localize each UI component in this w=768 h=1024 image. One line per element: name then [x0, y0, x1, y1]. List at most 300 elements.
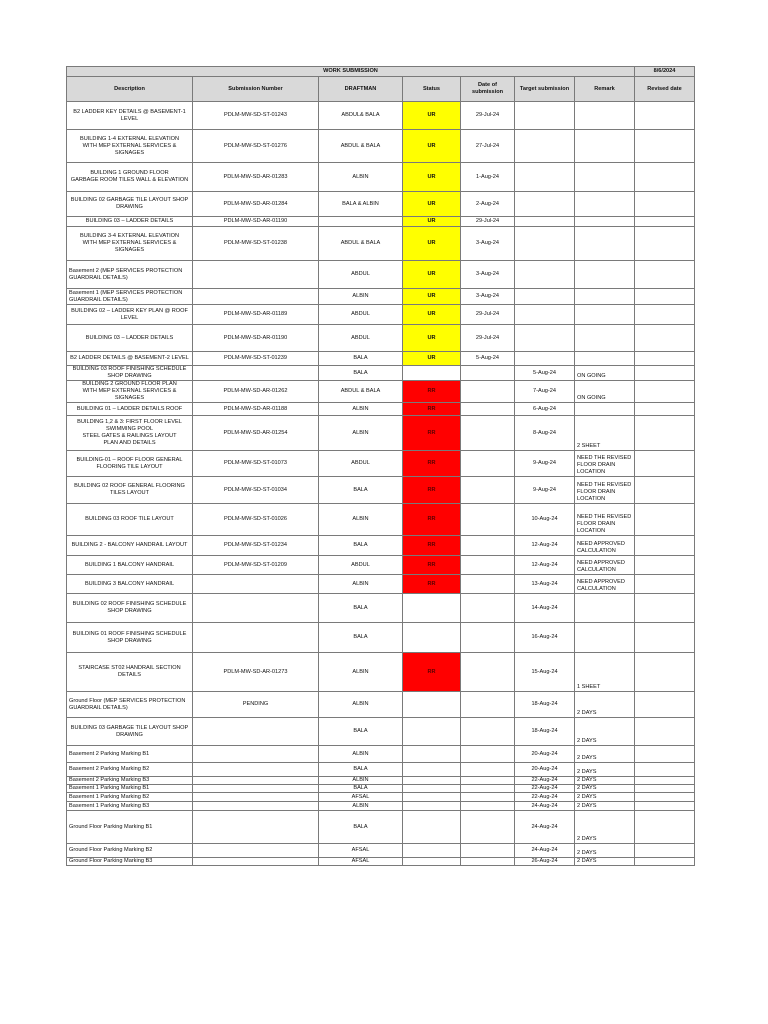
cell-remark [575, 305, 635, 325]
cell-description: Ground Floor Parking Marking B2 [67, 844, 193, 858]
cell-status [403, 777, 461, 785]
cell-status: UR [403, 305, 461, 325]
cell-revised-date [635, 416, 695, 451]
cell-target-submission [515, 217, 575, 227]
cell-status: UR [403, 325, 461, 352]
table-row [67, 811, 695, 844]
cell-status [403, 844, 461, 858]
table-row [67, 477, 695, 504]
cell-remark: 2 DAYS [575, 763, 635, 777]
table-row [67, 536, 695, 556]
cell-remark: 2 DAYS [575, 802, 635, 811]
cell-description: BUILDING 1-4 EXTERNAL ELEVATION WITH MEP EXTERNAL SERVICES & SIGNAGES [67, 130, 193, 163]
cell-status: RR [403, 653, 461, 692]
cell-revised-date [635, 802, 695, 811]
cell-revised-date [635, 536, 695, 556]
cell-description: BUILDING 1,2 & 3: FIRST FLOOR LEVEL SWIMMING POOL STEEL GATES & RAILINGS LAYOUT PLAN AND DETAILS [67, 416, 193, 451]
cell-remark [575, 352, 635, 366]
cell-submission-number [193, 289, 319, 305]
cell-date-of-submission [461, 366, 515, 381]
cell-date-of-submission [461, 504, 515, 536]
cell-description: BUILDING 02 GARBAGE TILE LAYOUT SHOP DRAWING [67, 192, 193, 217]
cell-target-submission [515, 261, 575, 289]
cell-draftman: ALBIN [319, 746, 403, 763]
cell-draftman: ABDUL [319, 261, 403, 289]
table-row [67, 623, 695, 653]
cell-description: Basement 2 Parking Marking B2 [67, 763, 193, 777]
cell-target-submission [515, 325, 575, 352]
header-draftman: DRAFTMAN [319, 77, 403, 102]
cell-date-of-submission [461, 858, 515, 866]
header-row [67, 77, 695, 102]
cell-remark [575, 217, 635, 227]
cell-draftman: ALBIN [319, 575, 403, 594]
cell-target-submission: 24-Aug-24 [515, 844, 575, 858]
cell-revised-date [635, 785, 695, 793]
cell-draftman: ABDUL [319, 451, 403, 477]
cell-remark [575, 594, 635, 623]
cell-description: B2 LADDER DETAILS @ BASEMENT-2 LEVEL [67, 352, 193, 366]
cell-description: BUILDING 1 BALCONY HANDRAIL [67, 556, 193, 575]
header-remark: Remark [575, 77, 635, 102]
cell-status [403, 785, 461, 793]
cell-description: BUILDING 2 - BALCONY HANDRAIL LAYOUT [67, 536, 193, 556]
cell-description: Basement 2 Parking Marking B3 [67, 777, 193, 785]
cell-date-of-submission [461, 451, 515, 477]
cell-draftman: ABDUL [319, 556, 403, 575]
sheet-date: 8/6/2024 [635, 67, 695, 77]
cell-draftman: BALA [319, 785, 403, 793]
cell-target-submission: 7-Aug-24 [515, 381, 575, 403]
cell-remark: 2 DAYS [575, 692, 635, 718]
cell-draftman: ALBIN [319, 163, 403, 192]
cell-target-submission: 14-Aug-24 [515, 594, 575, 623]
cell-date-of-submission [461, 802, 515, 811]
cell-draftman: BALA [319, 477, 403, 504]
table-row [67, 451, 695, 477]
cell-status [403, 811, 461, 844]
cell-description: Basement 2 Parking Marking B1 [67, 746, 193, 763]
cell-draftman: ABDUL [319, 325, 403, 352]
cell-submission-number: PDLM-MW-SD-ST-01276 [193, 130, 319, 163]
table-row [67, 192, 695, 217]
table-row [67, 366, 695, 381]
cell-target-submission [515, 289, 575, 305]
cell-description: BUILDING 02 ROOF GENERAL FLOORING TILES LAYOUT [67, 477, 193, 504]
header-target-submission: Target submission [515, 77, 575, 102]
cell-status [403, 793, 461, 802]
cell-description: Basement 2 (MEP SERVICES PROTECTION GUARDRAIL DETAILS) [67, 261, 193, 289]
cell-revised-date [635, 575, 695, 594]
cell-revised-date [635, 504, 695, 536]
table-row [67, 653, 695, 692]
cell-target-submission: 9-Aug-24 [515, 451, 575, 477]
cell-date-of-submission [461, 556, 515, 575]
cell-target-submission: 12-Aug-24 [515, 556, 575, 575]
cell-draftman: ABDUL & BALA [319, 130, 403, 163]
cell-date-of-submission [461, 381, 515, 403]
cell-submission-number: PDLM-MW-SD-ST-01209 [193, 556, 319, 575]
cell-target-submission [515, 352, 575, 366]
table-row [67, 746, 695, 763]
table-row [67, 718, 695, 746]
cell-date-of-submission: 29-Jul-24 [461, 305, 515, 325]
cell-remark [575, 261, 635, 289]
header-description: Description [67, 77, 193, 102]
cell-revised-date [635, 366, 695, 381]
cell-date-of-submission [461, 793, 515, 802]
table-row [67, 381, 695, 403]
cell-target-submission: 6-Aug-24 [515, 403, 575, 416]
cell-remark [575, 227, 635, 261]
table-row [67, 102, 695, 130]
cell-description: Basement 1 Parking Marking B2 [67, 793, 193, 802]
cell-submission-number: PDLM-MW-SD-AR-01254 [193, 416, 319, 451]
cell-target-submission: 20-Aug-24 [515, 746, 575, 763]
cell-submission-number [193, 594, 319, 623]
cell-status: RR [403, 575, 461, 594]
cell-date-of-submission [461, 844, 515, 858]
cell-submission-number [193, 811, 319, 844]
cell-remark [575, 102, 635, 130]
cell-status: RR [403, 416, 461, 451]
cell-draftman: ALBIN [319, 403, 403, 416]
cell-description: Basement 1 Parking Marking B1 [67, 785, 193, 793]
cell-draftman: BALA [319, 763, 403, 777]
cell-target-submission: 18-Aug-24 [515, 692, 575, 718]
cell-description: BUILDING 02 – LADDER KEY PLAN @ ROOF LEVEL [67, 305, 193, 325]
cell-remark [575, 163, 635, 192]
cell-status: RR [403, 403, 461, 416]
cell-remark [575, 130, 635, 163]
cell-date-of-submission [461, 653, 515, 692]
cell-description: Ground Floor (MEP SERVICES PROTECTION GUARDRAIL DETAILS) [67, 692, 193, 718]
cell-target-submission [515, 102, 575, 130]
header-date-of-submission: Date of submission [461, 77, 515, 102]
cell-remark: NEED THE REVISED FLOOR DRAIN LOCATION [575, 504, 635, 536]
cell-date-of-submission [461, 623, 515, 653]
cell-draftman [319, 217, 403, 227]
cell-submission-number [193, 858, 319, 866]
cell-target-submission [515, 163, 575, 192]
cell-status: RR [403, 504, 461, 536]
cell-remark: 2 DAYS [575, 811, 635, 844]
cell-status [403, 594, 461, 623]
cell-target-submission: 20-Aug-24 [515, 763, 575, 777]
cell-description: Ground Floor Parking Marking B3 [67, 858, 193, 866]
cell-remark: 2 DAYS [575, 746, 635, 763]
cell-date-of-submission [461, 416, 515, 451]
cell-description: BUILDING 2 GROUND FLOOR PLAN WITH MEP EXTERNAL SERVICES & SIGNAGES [67, 381, 193, 403]
table-row [67, 594, 695, 623]
cell-target-submission: 22-Aug-24 [515, 777, 575, 785]
cell-description: BUILDING 01 – LADDER DETAILS ROOF [67, 403, 193, 416]
cell-remark: 2 DAYS [575, 844, 635, 858]
table-row [67, 692, 695, 718]
cell-description: BUILDING 1 GROUND FLOOR GARBAGE ROOM TILES WALL & ELEVATION [67, 163, 193, 192]
cell-status: UR [403, 217, 461, 227]
cell-status: RR [403, 477, 461, 504]
table-row [67, 217, 695, 227]
cell-target-submission: 5-Aug-24 [515, 366, 575, 381]
cell-description: Ground Floor Parking Marking B1 [67, 811, 193, 844]
cell-description: STAIRCASE ST02 HANDRAIL SECTION DETAILS [67, 653, 193, 692]
cell-status: UR [403, 130, 461, 163]
cell-revised-date [635, 163, 695, 192]
cell-submission-number [193, 746, 319, 763]
cell-submission-number: PDLM-MW-SD-AR-01262 [193, 381, 319, 403]
work-submission-table [66, 66, 695, 866]
cell-remark: 1 SHEET [575, 653, 635, 692]
table-row [67, 163, 695, 192]
cell-submission-number [193, 777, 319, 785]
cell-status: UR [403, 289, 461, 305]
table-row [67, 844, 695, 858]
cell-status [403, 746, 461, 763]
table-row [67, 227, 695, 261]
cell-date-of-submission [461, 763, 515, 777]
cell-remark: 2 DAYS [575, 718, 635, 746]
cell-target-submission: 15-Aug-24 [515, 653, 575, 692]
cell-date-of-submission [461, 746, 515, 763]
cell-status: UR [403, 192, 461, 217]
cell-date-of-submission [461, 718, 515, 746]
cell-status: UR [403, 163, 461, 192]
cell-status: RR [403, 556, 461, 575]
cell-submission-number: PDLM-MW-SD-AR-01283 [193, 163, 319, 192]
cell-revised-date [635, 477, 695, 504]
cell-description: BUILDING 03 – LADDER DETAILS [67, 217, 193, 227]
cell-target-submission: 24-Aug-24 [515, 811, 575, 844]
cell-status: UR [403, 102, 461, 130]
cell-submission-number [193, 763, 319, 777]
cell-draftman: AFSAL [319, 844, 403, 858]
cell-remark: NEED THE REVISED FLOOR DRAIN LOCATION [575, 451, 635, 477]
table-row [67, 858, 695, 866]
cell-status: UR [403, 261, 461, 289]
cell-status [403, 718, 461, 746]
table-row [67, 793, 695, 802]
cell-draftman: ALBIN [319, 777, 403, 785]
cell-revised-date [635, 811, 695, 844]
cell-draftman: BALA [319, 536, 403, 556]
cell-remark: 2 DAYS [575, 785, 635, 793]
cell-submission-number: PDLM-MW-SD-ST-01234 [193, 536, 319, 556]
cell-status: UR [403, 227, 461, 261]
cell-submission-number: PDLM-MW-SD-AR-01190 [193, 325, 319, 352]
cell-revised-date [635, 692, 695, 718]
cell-remark [575, 325, 635, 352]
cell-description: BUILDING-01 – ROOF FLOOR GENERAL FLOORING TILE LAYOUT [67, 451, 193, 477]
cell-draftman: BALA [319, 594, 403, 623]
cell-submission-number [193, 366, 319, 381]
cell-status: RR [403, 381, 461, 403]
table-row [67, 305, 695, 325]
cell-target-submission: 18-Aug-24 [515, 718, 575, 746]
cell-description: Basement 1 (MEP SERVICES PROTECTION GUARDRAIL DETAILS) [67, 289, 193, 305]
cell-revised-date [635, 102, 695, 130]
cell-submission-number [193, 718, 319, 746]
cell-target-submission: 10-Aug-24 [515, 504, 575, 536]
cell-draftman: BALA [319, 811, 403, 844]
cell-submission-number: PDLM-MW-SD-ST-01026 [193, 504, 319, 536]
cell-submission-number: PDLM-MW-SD-ST-01243 [193, 102, 319, 130]
cell-status [403, 802, 461, 811]
cell-status: RR [403, 451, 461, 477]
cell-status: RR [403, 536, 461, 556]
cell-target-submission [515, 192, 575, 217]
cell-revised-date [635, 793, 695, 802]
cell-description: BUILDING 02 ROOF FINISHING SCHEDULE SHOP DRAWING [67, 594, 193, 623]
cell-remark: NEED THE REVISED FLOOR DRAIN LOCATION [575, 477, 635, 504]
table-row [67, 763, 695, 777]
cell-submission-number [193, 785, 319, 793]
cell-submission-number: PDLM-MW-SD-ST-01034 [193, 477, 319, 504]
cell-description: Basement 1 Parking Marking B3 [67, 802, 193, 811]
cell-submission-number: PDLM-MW-SD-AR-01189 [193, 305, 319, 325]
table-row [67, 352, 695, 366]
cell-date-of-submission [461, 536, 515, 556]
header-submission-number: Submission Number [193, 77, 319, 102]
table-row [67, 325, 695, 352]
cell-revised-date [635, 261, 695, 289]
title-row [67, 67, 695, 77]
cell-date-of-submission: 1-Aug-24 [461, 163, 515, 192]
cell-date-of-submission [461, 575, 515, 594]
cell-remark: 2 DAYS [575, 793, 635, 802]
cell-draftman: ALBIN [319, 692, 403, 718]
table-row [67, 130, 695, 163]
cell-submission-number [193, 575, 319, 594]
cell-revised-date [635, 858, 695, 866]
cell-revised-date [635, 217, 695, 227]
cell-draftman: ALBIN [319, 504, 403, 536]
cell-description: BUILDING 03 ROOF FINISHING SCHEDULE SHOP DRAWING [67, 366, 193, 381]
cell-date-of-submission: 3-Aug-24 [461, 289, 515, 305]
cell-revised-date [635, 623, 695, 653]
cell-revised-date [635, 451, 695, 477]
cell-submission-number: PDLM-MW-SD-ST-01238 [193, 227, 319, 261]
cell-remark [575, 623, 635, 653]
cell-draftman: AFSAL [319, 858, 403, 866]
cell-target-submission: 13-Aug-24 [515, 575, 575, 594]
cell-date-of-submission [461, 811, 515, 844]
cell-date-of-submission: 27-Jul-24 [461, 130, 515, 163]
cell-revised-date [635, 653, 695, 692]
cell-draftman: ALBIN [319, 416, 403, 451]
cell-revised-date [635, 403, 695, 416]
cell-draftman: ABDUL [319, 305, 403, 325]
cell-description: BUILDING 01 ROOF FINISHING SCHEDULE SHOP DRAWING [67, 623, 193, 653]
cell-date-of-submission [461, 785, 515, 793]
cell-submission-number [193, 623, 319, 653]
cell-remark: 2 DAYS [575, 858, 635, 866]
cell-draftman: BALA [319, 718, 403, 746]
cell-date-of-submission [461, 403, 515, 416]
cell-submission-number: PDLM-MW-SD-AR-01188 [193, 403, 319, 416]
cell-draftman: ABDUL & BALA [319, 227, 403, 261]
cell-date-of-submission: 29-Jul-24 [461, 325, 515, 352]
cell-description: B2 LADDER KEY DETAILS @ BASEMENT-1 LEVEL [67, 102, 193, 130]
cell-target-submission [515, 305, 575, 325]
header-status: Status [403, 77, 461, 102]
cell-target-submission: 8-Aug-24 [515, 416, 575, 451]
cell-remark: NEED APPROVED CALCULATION [575, 575, 635, 594]
cell-revised-date [635, 746, 695, 763]
cell-date-of-submission: 5-Aug-24 [461, 352, 515, 366]
cell-target-submission: 24-Aug-24 [515, 802, 575, 811]
cell-status: UR [403, 352, 461, 366]
cell-draftman: ABDUL & BALA [319, 381, 403, 403]
cell-revised-date [635, 718, 695, 746]
cell-submission-number: PDLM-MW-SD-AR-01284 [193, 192, 319, 217]
cell-date-of-submission: 3-Aug-24 [461, 261, 515, 289]
table-row [67, 777, 695, 785]
cell-status [403, 858, 461, 866]
cell-remark: NEED APPROVED CALCULATION [575, 556, 635, 575]
cell-description: BUILDING 03 GARBAGE TILE LAYOUT SHOP DRAWING [67, 718, 193, 746]
cell-revised-date [635, 556, 695, 575]
cell-date-of-submission [461, 477, 515, 504]
cell-submission-number [193, 261, 319, 289]
cell-revised-date [635, 192, 695, 217]
cell-submission-number [193, 793, 319, 802]
cell-revised-date [635, 844, 695, 858]
header-revised-date: Revised date [635, 77, 695, 102]
cell-status [403, 763, 461, 777]
cell-target-submission: 22-Aug-24 [515, 793, 575, 802]
cell-revised-date [635, 763, 695, 777]
cell-date-of-submission [461, 777, 515, 785]
cell-target-submission: 22-Aug-24 [515, 785, 575, 793]
cell-remark: ON GOING [575, 366, 635, 381]
cell-date-of-submission [461, 692, 515, 718]
cell-remark: ON GOING [575, 381, 635, 403]
cell-submission-number [193, 844, 319, 858]
cell-target-submission: 9-Aug-24 [515, 477, 575, 504]
cell-remark: 2 SHEET [575, 416, 635, 451]
sheet-title: WORK SUBMISSION [67, 67, 635, 77]
cell-draftman: BALA [319, 623, 403, 653]
cell-description: BUILDING 3 BALCONY HANDRAIL [67, 575, 193, 594]
cell-revised-date [635, 130, 695, 163]
cell-revised-date [635, 777, 695, 785]
cell-target-submission: 16-Aug-24 [515, 623, 575, 653]
cell-draftman: ALBIN [319, 802, 403, 811]
table-row [67, 556, 695, 575]
cell-submission-number: PDLM-MW-SD-AR-01273 [193, 653, 319, 692]
table-row [67, 785, 695, 793]
table-row [67, 504, 695, 536]
cell-date-of-submission: 3-Aug-24 [461, 227, 515, 261]
cell-draftman: BALA & ALBIN [319, 192, 403, 217]
cell-date-of-submission [461, 594, 515, 623]
cell-target-submission: 12-Aug-24 [515, 536, 575, 556]
cell-date-of-submission: 2-Aug-24 [461, 192, 515, 217]
table-row [67, 261, 695, 289]
cell-draftman: BALA [319, 366, 403, 381]
cell-remark: NEED APPROVED CALCULATION [575, 536, 635, 556]
cell-revised-date [635, 381, 695, 403]
cell-remark [575, 403, 635, 416]
cell-description: BUILDING 03 – LADDER DETAILS [67, 325, 193, 352]
table-row [67, 416, 695, 451]
table-row [67, 802, 695, 811]
cell-revised-date [635, 305, 695, 325]
cell-submission-number: PDLM-MW-SD-AR-01190 [193, 217, 319, 227]
table-row [67, 575, 695, 594]
cell-date-of-submission: 29-Jul-24 [461, 217, 515, 227]
